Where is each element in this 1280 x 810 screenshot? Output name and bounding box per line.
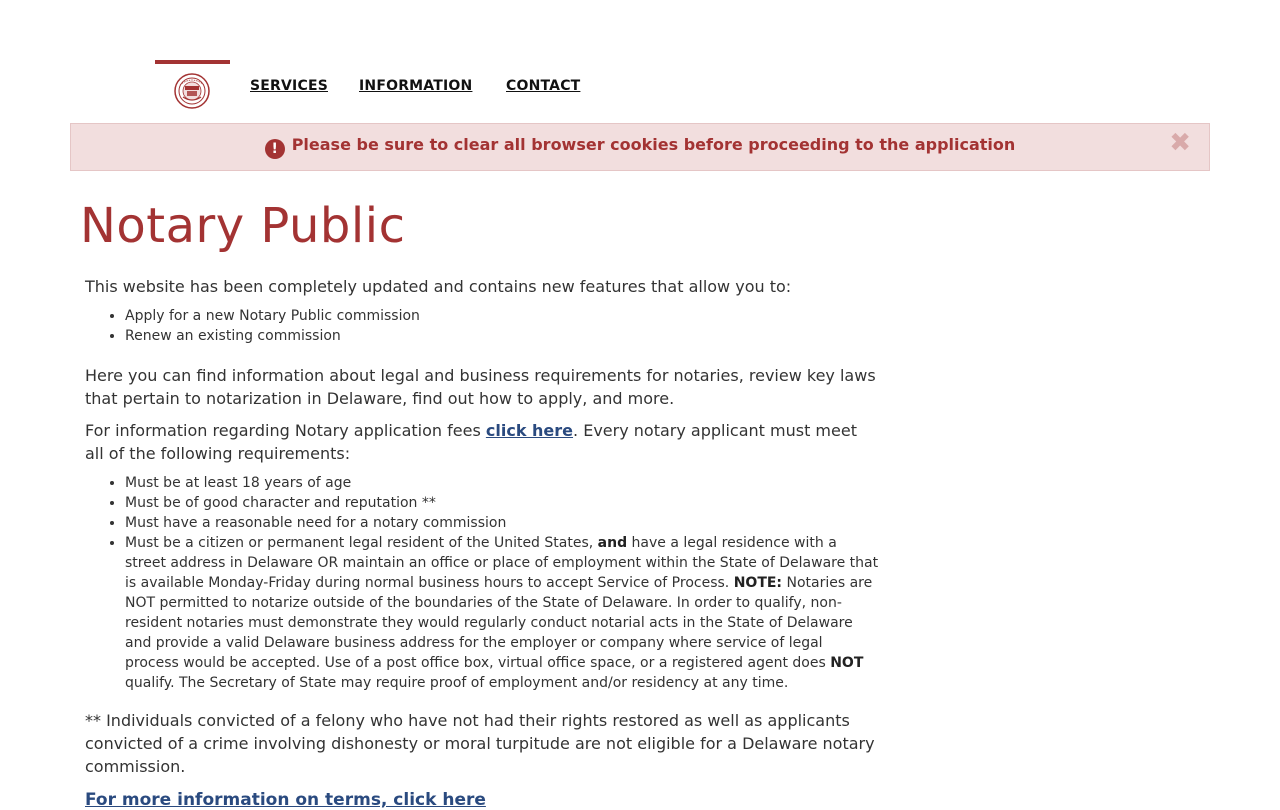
list-item: • Must have a reasonable need for a notary commission bbox=[125, 513, 880, 533]
close-icon[interactable]: ✖ bbox=[1169, 128, 1191, 158]
list-item: • Must be of good character and reputation ** bbox=[125, 493, 880, 513]
exclamation-circle-icon: ! bbox=[265, 139, 285, 159]
req4-part2: have a legal residence with a street address in Delaware OR maintain an office or place of employment within the State of Delaware that is available Monday-Friday during normal business hours to accept Service of Process. bbox=[125, 535, 879, 591]
cookie-alert-banner bbox=[70, 123, 1210, 171]
features-list bbox=[85, 306, 880, 346]
list-item: • Apply for a new Notary Public commission bbox=[125, 306, 880, 326]
alert-content bbox=[71, 135, 1209, 159]
top-navigation bbox=[0, 0, 1280, 120]
main-content bbox=[85, 275, 880, 810]
list-item: • Renew an existing commission bbox=[125, 326, 880, 346]
page-title: Notary Public bbox=[80, 198, 406, 254]
fees-click-here-link[interactable]: click here bbox=[485, 421, 574, 440]
state-seal-icon bbox=[174, 73, 210, 109]
nav-link-services[interactable]: SERVICES bbox=[250, 78, 328, 94]
requirements-list bbox=[85, 473, 880, 693]
more-info-link[interactable]: For more information on terms, click here bbox=[85, 790, 486, 810]
req4-part1: Must be a citizen or permanent legal resident of the United States, bbox=[125, 535, 598, 551]
req4-and: and bbox=[597, 535, 628, 551]
alert-message: Please be sure to clear all browser cookies before proceeding to the application bbox=[291, 135, 1016, 154]
list-item bbox=[125, 533, 880, 693]
fees-suffix: . Every notary applicant must meet all of the following requirements: bbox=[85, 421, 857, 463]
list-item: • Must be at least 18 years of age bbox=[125, 473, 880, 493]
nav-link-information[interactable]: INFORMATION bbox=[359, 78, 473, 94]
footnote-paragraph: ** Individuals convicted of a felony who have not had their rights restored as well as applicants convicted of a crime involving dishonesty or moral turpitude are not eligible for a Delaware notary commission. bbox=[85, 711, 875, 776]
fees-prefix: For information regarding Notary application fees bbox=[85, 421, 486, 440]
req4-not: NOT bbox=[830, 655, 864, 671]
req4-part4: qualify. The Secretary of State may require proof of employment and/or residency at any time. bbox=[125, 675, 789, 691]
req4-note-label: NOTE: bbox=[733, 575, 783, 591]
nav-link-contact[interactable]: CONTACT bbox=[506, 78, 581, 94]
intro-paragraph: This website has been completely updated and contains new features that allow you to: bbox=[85, 277, 792, 296]
home-logo-link[interactable] bbox=[155, 60, 230, 112]
info-paragraph: Here you can find information about legal and business requirements for notaries, review key laws that pertain to notarization in Delaware, find out how to apply, and more. bbox=[85, 366, 876, 408]
req4-part3: Notaries are NOT permitted to notarize outside of the boundaries of the State of Delaware. In order to qualify, non-resident notaries must demonstrate they would regularly conduct notarial acts in the State of Delaware and provide a valid Delaware business address for the employer or company where service of legal process would be accepted. Use of a post office box, virtual office space, or a registered agent does bbox=[125, 575, 873, 671]
fees-paragraph bbox=[85, 419, 880, 465]
